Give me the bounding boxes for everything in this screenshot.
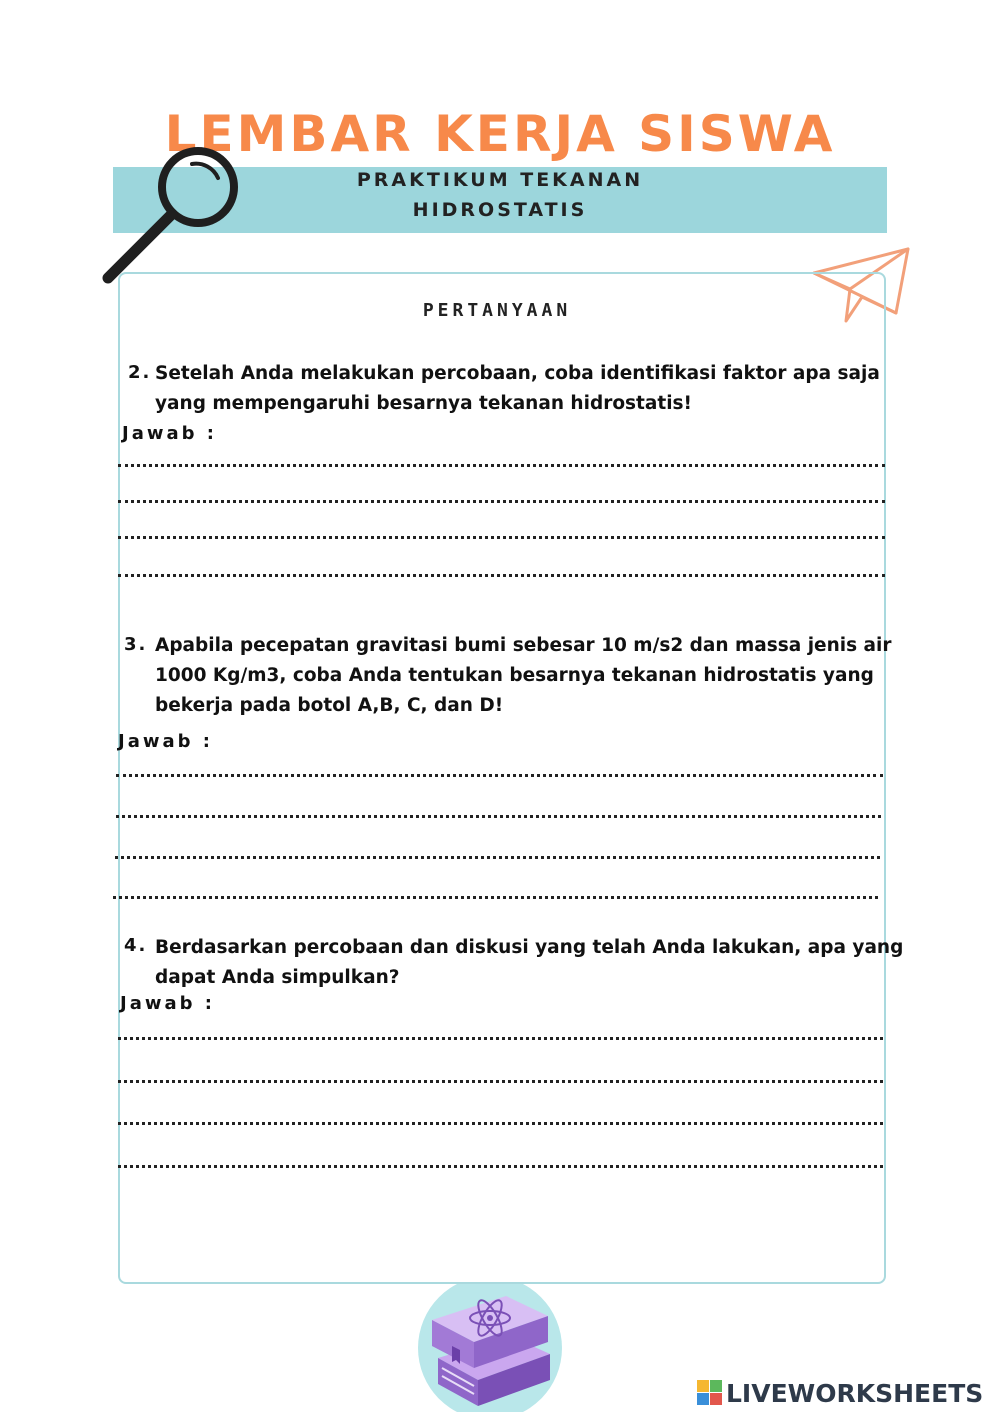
answer-line[interactable] <box>116 815 881 818</box>
section-title: PERTANYAAN <box>422 300 572 321</box>
answer-label: Jawab : <box>120 993 215 1014</box>
question-number: 2. <box>128 362 152 383</box>
answer-label: Jawab : <box>122 423 217 444</box>
question-text-line: yang mempengaruhi besarnya tekanan hidrostatis! <box>155 393 692 414</box>
magnifying-glass-icon <box>96 140 246 290</box>
answer-line[interactable] <box>118 1080 883 1083</box>
answer-line[interactable] <box>118 1122 883 1125</box>
question-number: 3. <box>124 634 148 655</box>
question-text-line: Apabila pecepatan gravitasi bumi sebesar 10 m/s2 dan massa jenis air <box>155 635 892 656</box>
science-book-icon <box>410 1284 570 1412</box>
answer-line[interactable] <box>118 536 885 539</box>
question-text-line: Berdasarkan percobaan dan diskusi yang telah Anda lakukan, apa yang <box>155 937 904 958</box>
answer-line[interactable] <box>115 856 880 859</box>
subtitle-line-2: HIDROSTATIS <box>412 199 588 221</box>
answer-line[interactable] <box>113 896 878 899</box>
worksheet-title: LEMBAR KERJA SISWA <box>164 105 836 163</box>
answer-line[interactable] <box>116 774 883 777</box>
liveworksheets-logo-icon <box>697 1380 723 1406</box>
question-text-line: bekerja pada botol A,B, C, dan D! <box>155 695 504 716</box>
answer-line[interactable] <box>118 574 885 577</box>
questions-frame <box>118 272 886 1284</box>
question-text-line: 1000 Kg/m3, coba Anda tentukan besarnya tekanan hidrostatis yang <box>155 665 874 686</box>
answer-line[interactable] <box>118 500 885 503</box>
brand-name: LIVEWORKSHEETS <box>726 1378 984 1408</box>
answer-line[interactable] <box>118 464 885 467</box>
subtitle-line-1: PRAKTIKUM TEKANAN <box>356 169 644 191</box>
answer-line[interactable] <box>118 1165 883 1168</box>
question-text-line: dapat Anda simpulkan? <box>155 967 400 988</box>
answer-label: Jawab : <box>118 731 213 752</box>
answer-line[interactable] <box>118 1037 883 1040</box>
question-number: 4. <box>124 935 148 956</box>
liveworksheets-brand[interactable] <box>697 1378 983 1408</box>
question-text-line: Setelah Anda melakukan percobaan, coba identifikasi faktor apa saja <box>155 363 880 384</box>
